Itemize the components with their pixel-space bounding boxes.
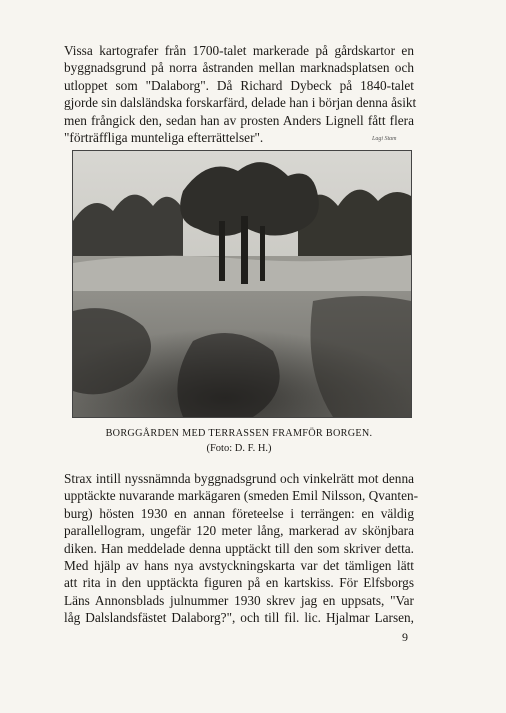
photo-caption: BORGGÅRDEN MED TERRASSEN FRAMFÖR BORGEN. [105,428,373,439]
photo-mark: Lagi Stam [372,136,397,142]
paragraph-intro [64,42,417,146]
page-number: 9 [402,630,408,644]
text-line: "förträffliga munteliga efterrättelser". [64,130,264,146]
text-line: Vissa kartografer från 1700-talet markerade på gårdskartor en [64,43,414,58]
photograph-image [73,151,411,417]
text-line: byggnadsgrund på norra åstranden mellan marknadsplatsen och [64,60,414,76]
text-line: parallellogram, ungefär 120 meter lång, markerad av skönjbara [64,523,414,539]
text-line: Med hjälp av hans nya avstyckningskarta var det tämligen lätt [64,558,414,574]
text-line: gjorde sin dalsländska forskarfärd, delade han i början denna åsikt [64,95,417,111]
text-line: låg Dalslandsfästet Dalaborg?", och till fil. lic. Hjalmar Larsen, [64,610,414,626]
text-line: utloppet som "Dalaborg". Då Richard Dybeck på 1840-talet [64,77,414,93]
photograph [72,150,412,418]
text-line: Läns Annonsblads julnummer 1930 skrev jag en uppsats, "Var [64,592,414,608]
text-line: men frångick den, sedan han av prosten Anders Lignell fått flera [64,112,414,128]
text-line: diken. Han meddelade denna upptäckt till den som skriver detta. [64,540,414,556]
text-line: Strax intill nyssnämnda byggnadsgrund och vinkelrätt mot denna [64,471,414,486]
paragraph-discovery [64,470,419,627]
photo-credit: (Foto: D. F. H.) [206,443,272,454]
text-line: att rita in den upptäckta figuren på en kartskiss. För Elfsborgs [64,575,414,591]
text-line: burg) hösten 1930 en annan företeelse i terrängen: en väldig [64,505,414,521]
text-line: upptäckte nuvarande markägaren (smeden Emil Nilsson, Qvanten- [64,488,419,504]
